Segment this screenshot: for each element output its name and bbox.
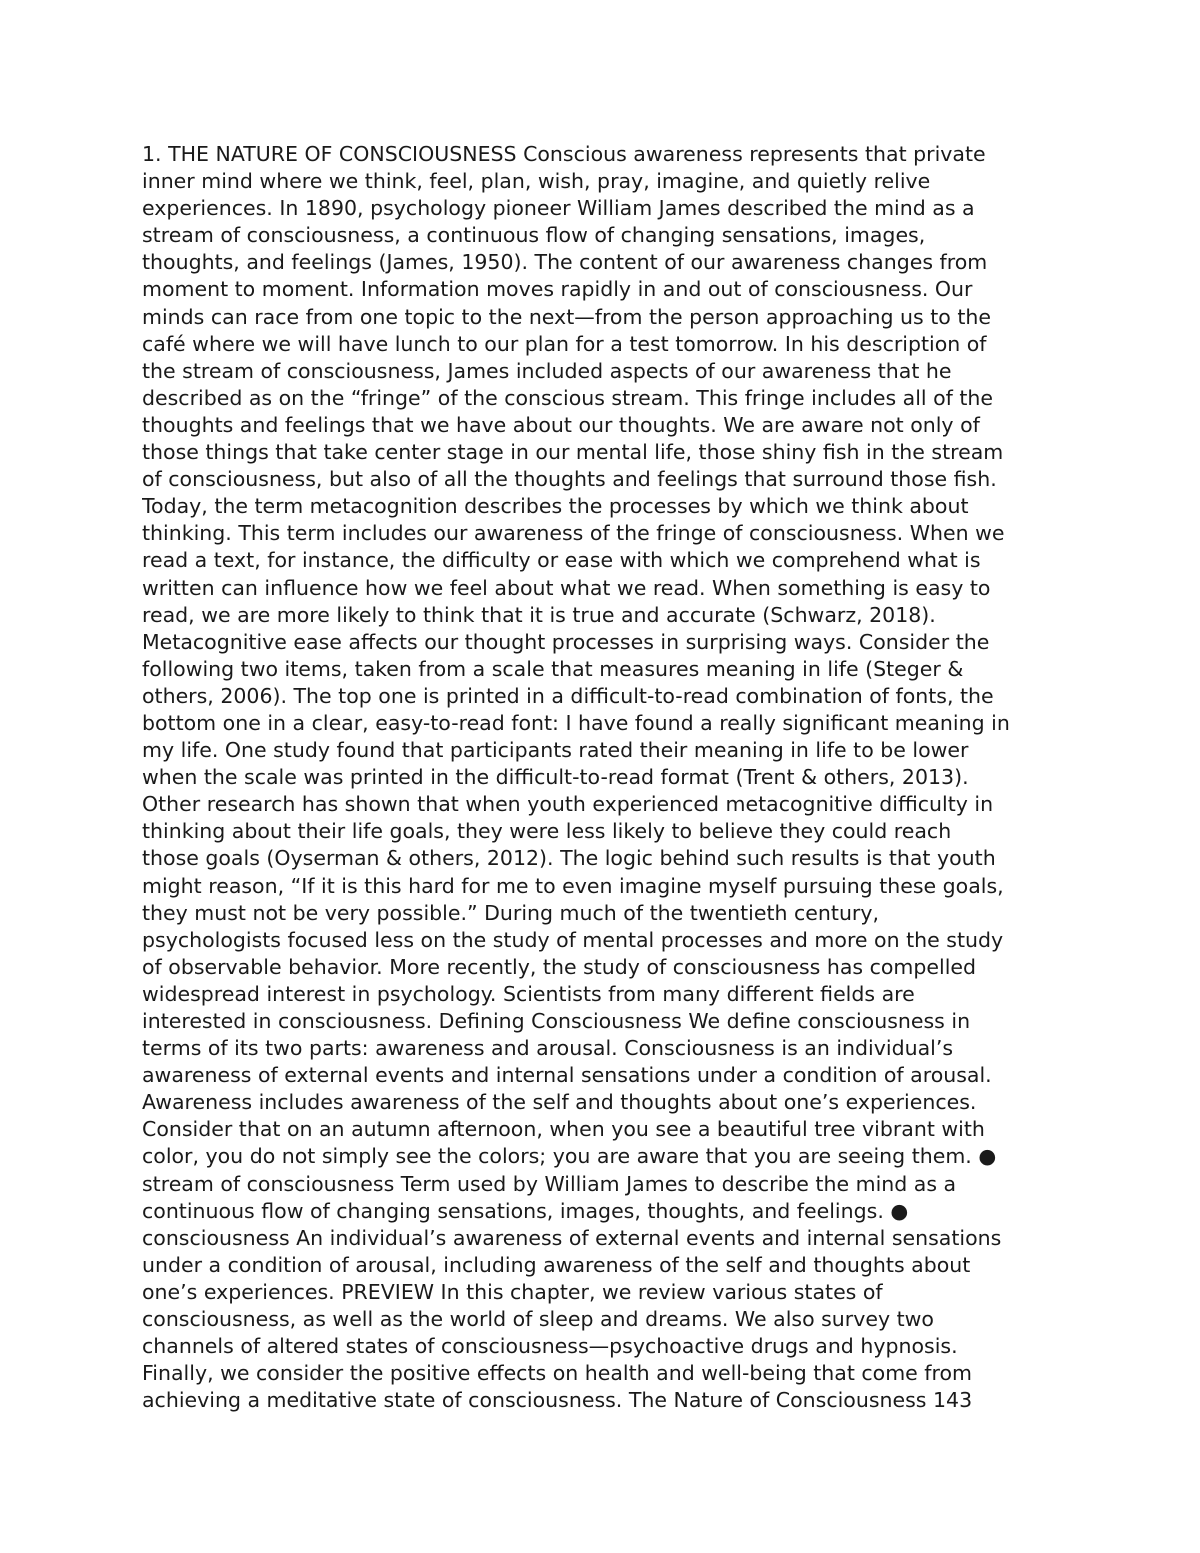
text-line: thoughts, and feelings (James, 1950). The content of our awareness changes from bbox=[142, 250, 988, 275]
text-line: others, 2006). The top one is printed in a difficult-to-read combination of fonts, the bbox=[142, 683, 994, 708]
text-line: described as on the “fringe” of the conscious stream. This fringe includes all of the bbox=[142, 385, 994, 410]
text-line: when the scale was printed in the difficult-to-read format (Trent & others, 2013). bbox=[142, 765, 969, 790]
text-line: written can influence how we feel about what we read. When something is easy to bbox=[142, 575, 991, 600]
text-line: awareness of external events and internal sensations under a condition of arousal. bbox=[142, 1063, 992, 1088]
text-line: minds can race from one topic to the next—from the person approaching us to the bbox=[142, 304, 991, 329]
text-line: inner mind where we think, feel, plan, wish, pray, imagine, and quietly relive bbox=[142, 169, 931, 194]
text-line: continuous flow of changing sensations, images, thoughts, and feelings. ● bbox=[142, 1198, 909, 1223]
text-line: color, you do not simply see the colors; you are aware that you are seeing them. ● bbox=[142, 1144, 997, 1169]
text-line: stream of consciousness, a continuous flow of changing sensations, images, bbox=[142, 223, 926, 248]
text-line: thinking. This term includes our awareness of the fringe of consciousness. When we bbox=[142, 521, 1005, 546]
text-line: read a text, for instance, the difficulty or ease with which we comprehend what is bbox=[142, 548, 981, 573]
text-line: might reason, “If it is this hard for me to even imagine myself pursuing these goals, bbox=[142, 873, 1004, 898]
text-line: those goals (Oyserman & others, 2012). The logic behind such results is that youth bbox=[142, 846, 996, 871]
text-line: interested in consciousness. Defining Consciousness We define consciousness in bbox=[142, 1009, 971, 1033]
text-line: Metacognitive ease affects our thought processes in surprising ways. Consider the bbox=[142, 629, 990, 654]
text-line: channels of altered states of consciousness—psychoactive drugs and hypnosis. bbox=[142, 1334, 958, 1359]
text-line: thoughts and feelings that we have about our thoughts. We are aware not only of bbox=[142, 412, 980, 437]
text-line: moment to moment. Information moves rapidly in and out of consciousness. Our bbox=[142, 277, 973, 302]
text-line: the stream of consciousness, James included aspects of our awareness that he bbox=[142, 358, 952, 383]
text-line: of consciousness, but also of all the thoughts and feelings that surround those fish. bbox=[142, 467, 997, 492]
text-line: psychologists focused less on the study of mental processes and more on the study bbox=[142, 927, 1004, 952]
text-line: read, we are more likely to think that it is true and accurate (Schwarz, 2018). bbox=[142, 602, 936, 627]
text-line: Consider that on an autumn afternoon, when you see a beautiful tree vibrant with bbox=[142, 1117, 985, 1142]
text-line: those things that take center stage in our mental life, those shiny fish in the stream bbox=[142, 440, 1004, 465]
text-line: they must not be very possible.” During much of the twentieth century, bbox=[142, 900, 880, 925]
text-line: bottom one in a clear, easy-to-read font: I have found a really significant meaning in bbox=[142, 710, 1010, 735]
body-text bbox=[142, 141, 1062, 1414]
text-line: under a condition of arousal, including awareness of the self and thoughts about bbox=[142, 1252, 971, 1277]
text-line: Finally, we consider the positive effects on health and well-being that come from bbox=[142, 1361, 973, 1386]
text-line: my life. One study found that participants rated their meaning in life to be lower bbox=[142, 738, 969, 763]
text-line: Today, the term metacognition describes the processes by which we think about bbox=[142, 494, 969, 519]
text-line: Awareness includes awareness of the self and thoughts about one’s experiences. bbox=[142, 1090, 977, 1115]
text-line: terms of its two parts: awareness and arousal. Consciousness is an individual’s bbox=[142, 1036, 954, 1061]
text-line: Other research has shown that when youth experienced metacognitive difficulty in bbox=[142, 792, 994, 817]
text-line: stream of consciousness Term used by William James to describe the mind as a bbox=[142, 1171, 957, 1196]
text-line: consciousness, as well as the world of sleep and dreams. We also survey two bbox=[142, 1307, 934, 1332]
text-line: following two items, taken from a scale that measures meaning in life (Steger & bbox=[142, 656, 964, 681]
text-line: experiences. In 1890, psychology pioneer William James described the mind as a bbox=[142, 196, 975, 221]
text-line: 1. THE NATURE OF CONSCIOUSNESS Conscious awareness represents that private bbox=[142, 142, 986, 166]
text-line: café where we will have lunch to our plan for a test tomorrow. In his description of bbox=[142, 331, 987, 356]
text-line: thinking about their life goals, they were less likely to believe they could reach bbox=[142, 819, 952, 844]
text-line: of observable behavior. More recently, the study of consciousness has compelled bbox=[142, 954, 977, 979]
text-line: widespread interest in psychology. Scientists from many different fields are bbox=[142, 981, 915, 1006]
text-line: one’s experiences. PREVIEW In this chapter, we review various states of bbox=[142, 1279, 883, 1304]
text-line: consciousness An individual’s awareness of external events and internal sensations bbox=[142, 1225, 1002, 1250]
text-line: achieving a meditative state of consciousness. The Nature of Consciousness 143 bbox=[142, 1388, 973, 1413]
